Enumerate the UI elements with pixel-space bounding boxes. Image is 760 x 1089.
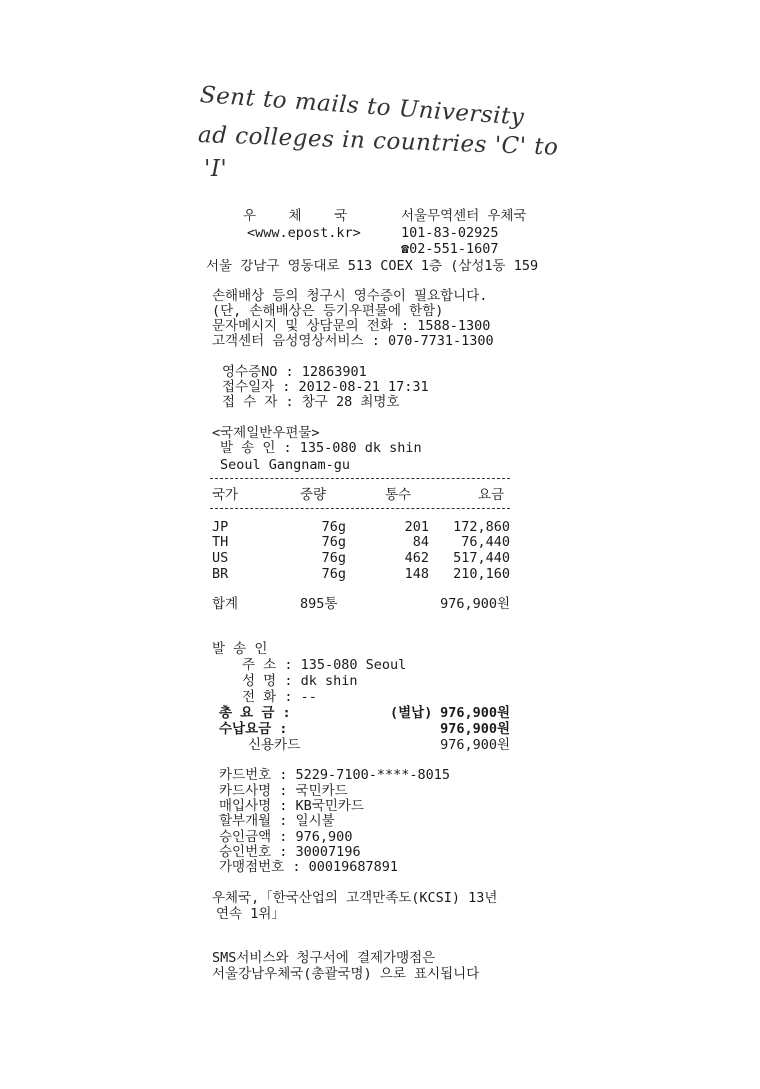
footer-line-4: 서울강남우체국(총괄국명) 으로 표시됩니다 <box>212 966 480 982</box>
sender-address: 주 소 : 135-080 Seoul <box>242 657 407 673</box>
total-fee-value: 976,900원 <box>440 705 510 721</box>
row-count: 84 <box>412 534 429 550</box>
total-amount: 976,900원 <box>440 596 510 612</box>
receipt-number: 영수증NO : 12863901 <box>222 364 367 380</box>
wavy-divider <box>210 986 510 992</box>
footer-line-1: 우체국,「한국산업의 고객만족도(KCSI) 13년 <box>212 890 498 906</box>
total-fee-label: 총 요 금 : <box>219 705 291 721</box>
credit-card-value: 976,900원 <box>440 737 510 753</box>
post-office-label: 우 체 국 <box>243 208 348 224</box>
paid-fee-value: 976,900원 <box>440 721 510 737</box>
row-fee: 210,160 <box>453 566 510 582</box>
wavy-divider <box>210 757 510 763</box>
row-fee: 76,440 <box>461 534 510 550</box>
post-office-name: 서울무역센터 우체국 <box>401 208 527 224</box>
column-header-country: 국가 <box>212 487 239 503</box>
card-approval-number: 승인번호 : 30007196 <box>219 844 361 860</box>
row-country: TH <box>212 534 229 550</box>
column-header-weight: 중량 <box>300 487 327 503</box>
notice-line-1: 손해배상 등의 청구시 영수증이 필요합니다. <box>212 288 488 304</box>
column-header-count: 통수 <box>385 487 412 503</box>
mail-sender: 발 송 인 : 135-080 dk shin <box>220 440 422 456</box>
column-header-fee: 요금 <box>478 487 505 503</box>
total-fee-note: (별납) <box>390 705 433 721</box>
phone-number: ☎02-551-1607 <box>401 241 499 257</box>
row-weight: 76g <box>321 566 346 582</box>
card-approved-amount: 승인금액 : 976,900 <box>219 829 353 845</box>
notice-line-2: (단, 손해배상은 등기우편물에 한함) <box>212 303 444 319</box>
row-count: 148 <box>404 566 429 582</box>
row-count: 462 <box>404 550 429 566</box>
notice-line-3: 문자메시지 및 상담문의 전화 : 1588-1300 <box>212 318 491 334</box>
receipt-clerk: 접 수 자 : 창구 28 최명호 <box>222 394 400 410</box>
handwritten-note-line-3: 'I' <box>204 156 228 182</box>
business-number: 101-83-02925 <box>401 225 499 241</box>
handwritten-note-line-1: Sent to mails to University <box>199 82 526 131</box>
mail-sender-address: Seoul Gangnam-gu <box>220 457 351 473</box>
row-weight: 76g <box>321 534 346 550</box>
receipt-date: 접수일자 : 2012-08-21 17:31 <box>222 379 429 395</box>
sender-phone: 전 화 : -- <box>242 689 317 705</box>
card-number: 카드번호 : 5229-7100-****-8015 <box>219 767 450 783</box>
dashed-divider <box>210 508 510 509</box>
footer-line-2: 연속 1위」 <box>216 906 285 922</box>
row-weight: 76g <box>321 519 346 535</box>
office-address: 서울 강남구 영동대로 513 COEX 1층 (삼성1동 159 <box>206 259 539 274</box>
card-installment: 할부개월 : 일시불 <box>219 813 335 829</box>
row-country: JP <box>212 519 229 535</box>
footer-line-3: SMS서비스와 청구서에 결제가맹점은 <box>212 950 436 966</box>
total-label: 합계 <box>212 596 239 612</box>
row-country: BR <box>212 566 229 582</box>
dashed-divider <box>210 478 510 479</box>
wavy-divider <box>210 879 510 885</box>
row-fee: 172,860 <box>453 519 510 535</box>
website-text: <www.epost.kr> <box>247 225 361 241</box>
wavy-divider <box>210 615 510 621</box>
total-count: 895통 <box>300 596 338 612</box>
sender-title: 발 송 인 <box>212 641 268 657</box>
paid-fee-label: 수납요금 : <box>219 721 288 737</box>
mail-type-title: <국제일반우편물> <box>212 425 320 441</box>
handwritten-note-line-2: ad colleges in countries 'C' to <box>197 122 559 161</box>
row-country: US <box>212 550 229 566</box>
card-issuer: 카드사명 : 국민카드 <box>219 783 348 799</box>
row-fee: 517,440 <box>453 550 510 566</box>
card-acquirer: 매입사명 : KB국민카드 <box>219 798 364 814</box>
wavy-divider <box>210 940 510 946</box>
notice-line-4: 고객센터 음성영상서비스 : 070-7731-1300 <box>212 333 494 349</box>
merchant-number: 가맹점번호 : 00019687891 <box>219 859 398 875</box>
wavy-divider <box>210 412 510 418</box>
sender-name: 성 명 : dk shin <box>242 673 358 689</box>
credit-card-label: 신용카드 <box>248 737 301 753</box>
row-count: 201 <box>404 519 429 535</box>
row-weight: 76g <box>321 550 346 566</box>
